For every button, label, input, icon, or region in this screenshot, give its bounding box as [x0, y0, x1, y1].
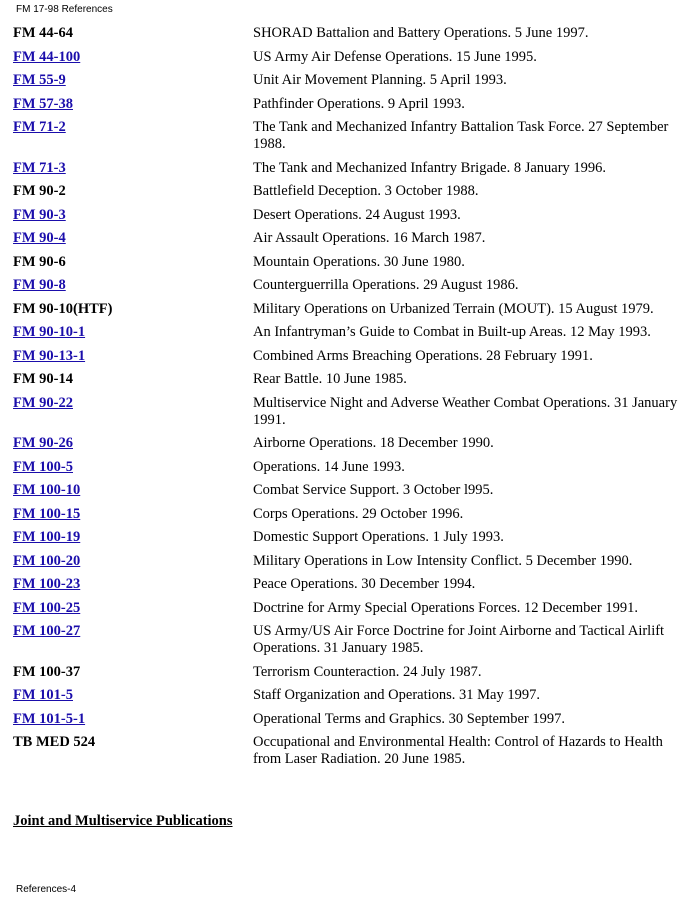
reference-row: [13, 576, 685, 593]
reference-link[interactable]: FM 100-5: [13, 458, 73, 475]
reference-row: [13, 72, 685, 89]
reference-link[interactable]: FM 100-20: [13, 552, 81, 569]
reference-title: Pathfinder Operations. 9 April 1993.: [253, 95, 465, 112]
reference-link[interactable]: FM 90-4: [13, 230, 66, 246]
reference-title: Combat Service Support. 3 October l995.: [253, 482, 494, 498]
reference-row: [13, 664, 685, 681]
reference-row: [13, 49, 685, 66]
reference-row: [13, 553, 685, 570]
reference-title: Counterguerrilla Operations. 29 August 1986.: [253, 277, 519, 293]
reference-title: Desert Operations. 24 August 1993.: [253, 206, 461, 223]
reference-row: [13, 96, 685, 113]
reference-title: Terrorism Counteraction. 24 July 1987.: [253, 663, 482, 680]
reference-row: [13, 324, 685, 341]
reference-title: Rear Battle. 10 June 1985.: [253, 371, 407, 387]
reference-title: Battlefield Deception. 3 October 1988.: [253, 183, 479, 199]
reference-title: Unit Air Movement Planning. 5 April 1993.: [253, 72, 507, 88]
reference-id-cell: [13, 664, 253, 681]
reference-title: Staff Organization and Operations. 31 May 1997.: [253, 687, 540, 703]
reference-id-cell: [13, 72, 253, 89]
reference-row: [13, 482, 685, 499]
reference-title: SHORAD Battalion and Battery Operations. 5 June 1997.: [253, 25, 589, 41]
reference-id-cell: [13, 576, 253, 593]
reference-row: [13, 183, 685, 200]
reference-row: [13, 207, 685, 224]
reference-id-cell: [13, 482, 253, 499]
reference-link[interactable]: FM 44-100: [13, 48, 81, 65]
reference-row: [13, 301, 685, 318]
reference-link[interactable]: FM 101-5-1: [13, 710, 86, 727]
reference-id-cell: [13, 301, 253, 318]
reference-id-cell: [13, 395, 253, 412]
reference-row: [13, 600, 685, 617]
reference-row: [13, 25, 685, 42]
reference-id-cell: [13, 324, 253, 341]
reference-id-cell: [13, 277, 253, 294]
reference-link[interactable]: FM 90-10-1: [13, 324, 86, 340]
reference-row: [13, 435, 685, 452]
reference-link[interactable]: FM 90-22: [13, 394, 73, 411]
reference-title: Combined Arms Breaching Operations. 28 February 1991.: [253, 347, 593, 364]
reference-link[interactable]: FM 90-13-1: [13, 347, 86, 364]
reference-row: [13, 254, 685, 271]
reference-id-cell: [13, 371, 253, 388]
reference-title: The Tank and Mechanized Infantry Battalion Task Force. 27 September 1988.: [253, 119, 669, 152]
reference-id-cell: [13, 734, 253, 751]
reference-link[interactable]: FM 100-23: [13, 576, 81, 592]
reference-title: US Army Air Defense Operations. 15 June 1995.: [253, 48, 537, 65]
reference-link[interactable]: FM 100-19: [13, 529, 81, 545]
reference-id: FM 90-2: [13, 183, 66, 199]
reference-row: [13, 119, 685, 153]
reference-id: FM 90-6: [13, 253, 66, 270]
reference-id-cell: [13, 600, 253, 617]
running-header: FM 17-98 References: [16, 4, 113, 15]
reference-title: US Army/US Air Force Doctrine for Joint Airborne and Tactical Airlift Operations. 31 January 1985.: [253, 623, 665, 656]
reference-row: [13, 711, 685, 728]
reference-id-cell: [13, 207, 253, 224]
reference-id-cell: [13, 348, 253, 365]
reference-title: Doctrine for Army Special Operations Forces. 12 December 1991.: [253, 599, 638, 616]
reference-row: [13, 371, 685, 388]
reference-row: [13, 395, 685, 429]
reference-title: Military Operations on Urbanized Terrain (MOUT). 15 August 1979.: [253, 300, 654, 317]
reference-link[interactable]: FM 100-10: [13, 482, 81, 498]
reference-id-cell: [13, 160, 253, 177]
reference-title: Military Operations in Low Intensity Conflict. 5 December 1990.: [253, 552, 633, 569]
reference-title: Occupational and Environmental Health: Control of Hazards to Health from Laser Radiation. 20 June 1985.: [253, 734, 663, 767]
reference-row: [13, 623, 685, 657]
reference-list: [13, 25, 685, 775]
reference-title: Air Assault Operations. 16 March 1987.: [253, 230, 486, 246]
reference-title: Multiservice Night and Adverse Weather Combat Operations. 31 January 1991.: [253, 394, 678, 428]
reference-id-cell: [13, 96, 253, 113]
reference-title: Airborne Operations. 18 December 1990.: [253, 435, 494, 451]
reference-id: FM 90-10(HTF): [13, 300, 113, 317]
reference-link[interactable]: FM 101-5: [13, 687, 73, 703]
reference-link[interactable]: FM 90-3: [13, 206, 66, 223]
page-footer: References-4: [16, 884, 77, 895]
reference-row: [13, 529, 685, 546]
reference-id: TB MED 524: [13, 734, 96, 750]
reference-link[interactable]: FM 71-2: [13, 119, 66, 135]
reference-link[interactable]: FM 100-27: [13, 623, 81, 639]
reference-row: [13, 348, 685, 365]
reference-link[interactable]: FM 100-25: [13, 599, 81, 616]
reference-row: [13, 160, 685, 177]
reference-title: Operations. 14 June 1993.: [253, 458, 405, 475]
reference-id-cell: [13, 553, 253, 570]
reference-title: The Tank and Mechanized Infantry Brigade. 8 January 1996.: [253, 159, 607, 176]
reference-row: [13, 459, 685, 476]
reference-id-cell: [13, 459, 253, 476]
reference-id-cell: [13, 183, 253, 200]
section-heading: Joint and Multiservice Publications: [13, 813, 233, 829]
reference-row: [13, 277, 685, 294]
reference-id-cell: [13, 711, 253, 728]
reference-row: [13, 687, 685, 704]
reference-id-cell: [13, 119, 253, 136]
reference-id-cell: [13, 687, 253, 704]
reference-id-cell: [13, 254, 253, 271]
reference-title: Domestic Support Operations. 1 July 1993.: [253, 529, 504, 545]
reference-title: Corps Operations. 29 October 1996.: [253, 505, 464, 522]
reference-link[interactable]: FM 57-38: [13, 95, 73, 112]
reference-link[interactable]: FM 55-9: [13, 72, 66, 88]
reference-title: Operational Terms and Graphics. 30 September 1997.: [253, 710, 565, 727]
reference-id: FM 90-14: [13, 371, 73, 387]
reference-id: FM 44-64: [13, 25, 73, 41]
reference-link[interactable]: FM 71-3: [13, 159, 66, 176]
reference-id-cell: [13, 435, 253, 452]
reference-link[interactable]: FM 90-26: [13, 435, 73, 451]
reference-id-cell: [13, 529, 253, 546]
reference-link[interactable]: FM 90-8: [13, 277, 66, 293]
reference-id-cell: [13, 623, 253, 640]
reference-id-cell: [13, 25, 253, 42]
reference-id-cell: [13, 230, 253, 247]
reference-row: [13, 506, 685, 523]
reference-row: [13, 734, 685, 768]
reference-title: Mountain Operations. 30 June 1980.: [253, 253, 465, 270]
reference-id-cell: [13, 506, 253, 523]
reference-title: An Infantryman’s Guide to Combat in Built-up Areas. 12 May 1993.: [253, 324, 651, 340]
reference-link[interactable]: FM 100-15: [13, 505, 81, 522]
reference-row: [13, 230, 685, 247]
reference-id: FM 100-37: [13, 663, 81, 680]
reference-id-cell: [13, 49, 253, 66]
reference-title: Peace Operations. 30 December 1994.: [253, 576, 476, 592]
